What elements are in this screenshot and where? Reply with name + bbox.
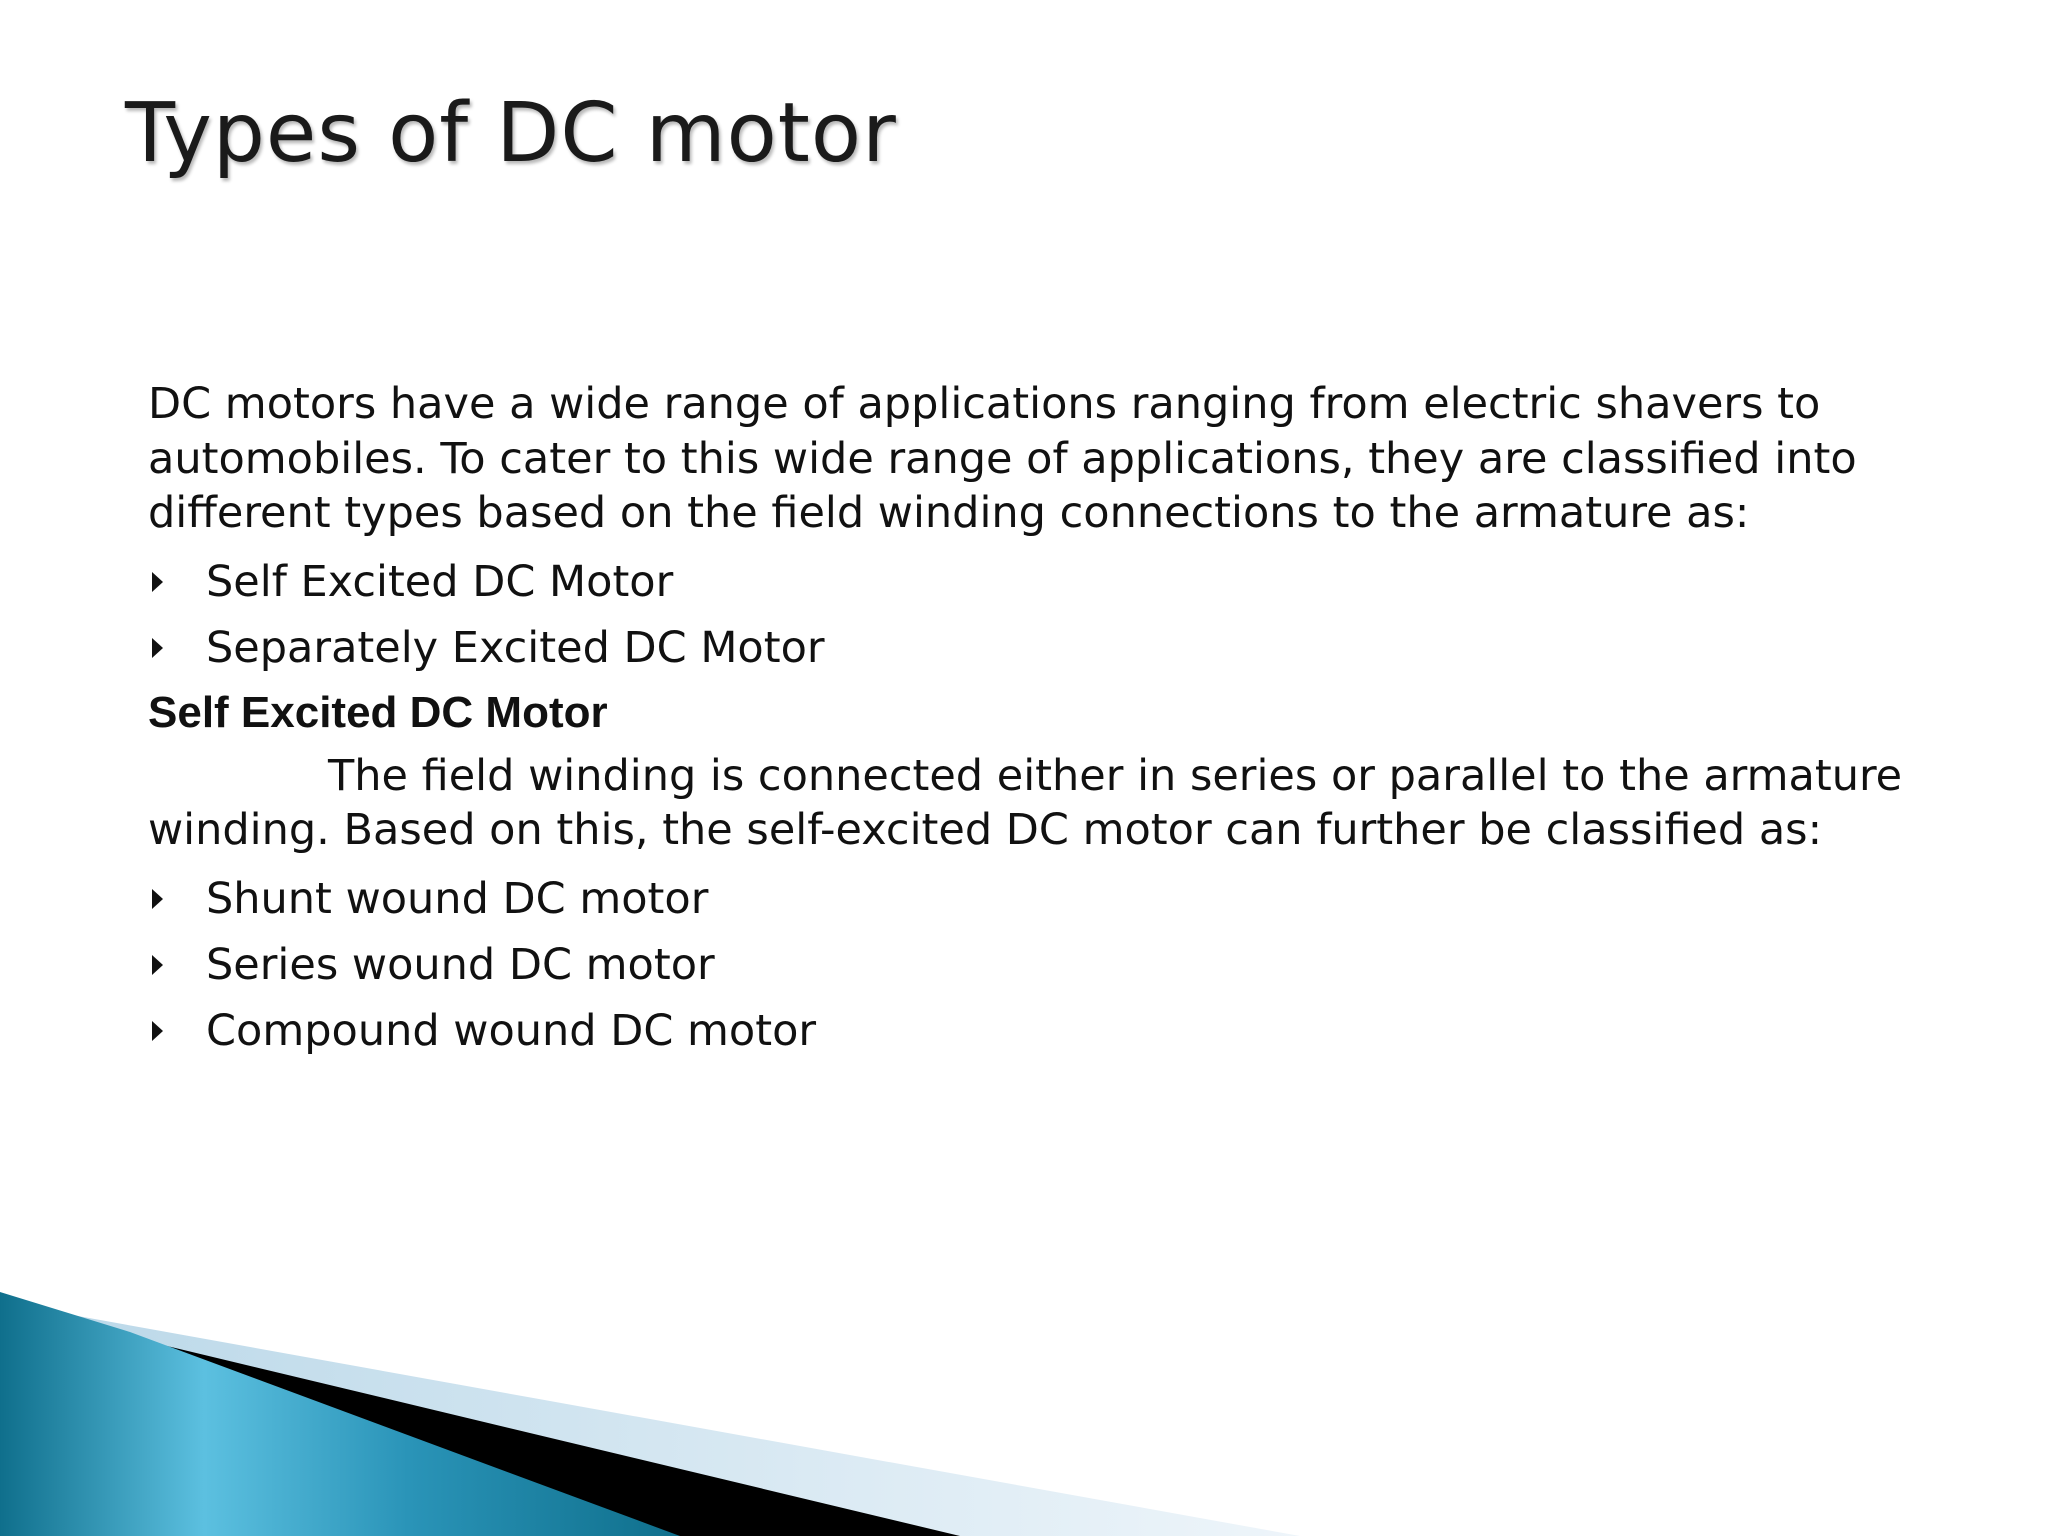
- triangle-right-icon: [152, 572, 163, 592]
- section-heading: Self Excited DC Motor: [148, 687, 608, 737]
- list-item-type: [148, 615, 1948, 681]
- triangle-right-icon: [152, 638, 163, 658]
- triangle-right-icon: [152, 1021, 163, 1041]
- slide-title: Types of DC motor: [125, 86, 897, 181]
- list-item-label: Series wound DC motor: [206, 939, 715, 990]
- list-item-label: Self Excited DC Motor: [206, 556, 674, 607]
- slide-body: [148, 377, 1948, 1064]
- triangle-right-icon: [152, 889, 163, 909]
- list-item-type: [148, 549, 1948, 615]
- intro-paragraph: DC motors have a wide range of applications ranging from electric shavers to automobiles. To cater to this wide range of applications, they are classified into different types based on the field winding connections to the armature as:: [148, 379, 1857, 538]
- detail-paragraph: The field winding is connected either in series or parallel to the armature winding. Based on this, the self-excited DC motor can further be classified as:: [148, 750, 1903, 855]
- list-item-subtype: [148, 932, 1948, 998]
- list-item-label: Separately Excited DC Motor: [206, 622, 825, 673]
- list-item-subtype: [148, 866, 1948, 932]
- decorative-swoosh: [0, 1280, 2048, 1536]
- list-item-label: Compound wound DC motor: [206, 1005, 817, 1056]
- list-item-label: Shunt wound DC motor: [206, 873, 709, 924]
- list-item-subtype: [148, 998, 1948, 1064]
- triangle-right-icon: [152, 955, 163, 975]
